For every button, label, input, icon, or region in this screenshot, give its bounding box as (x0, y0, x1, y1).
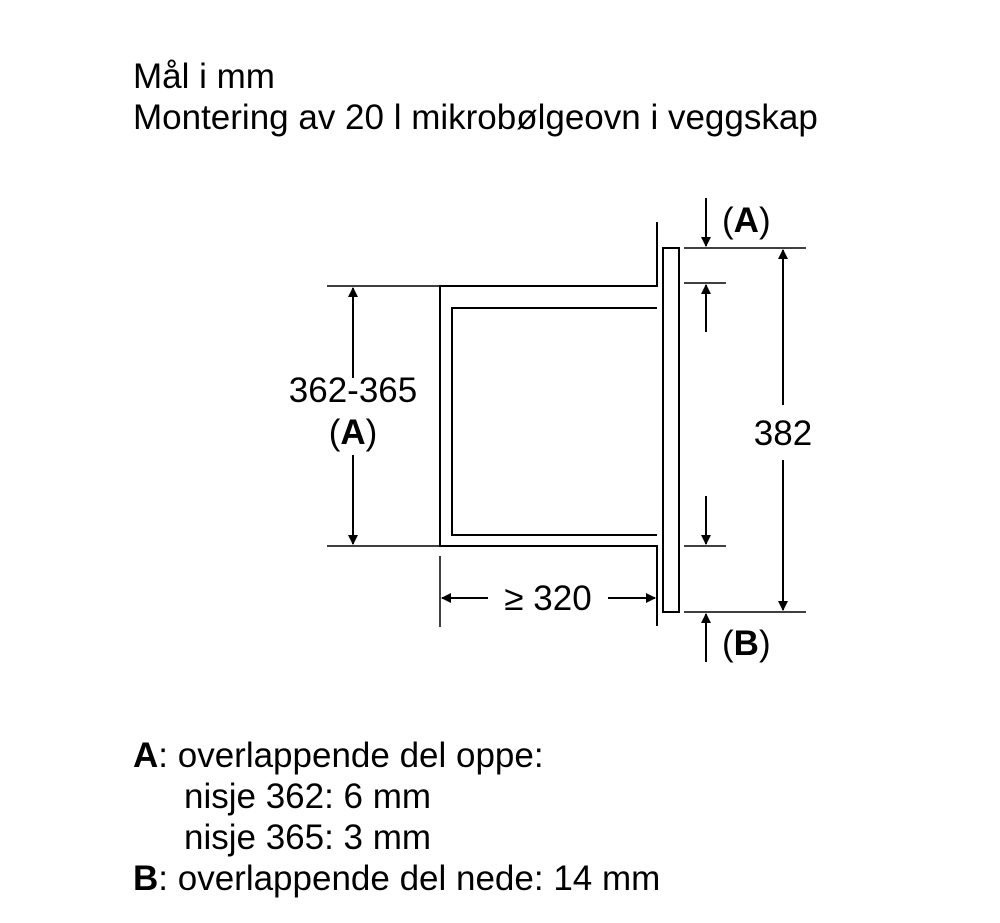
bottom-overlap-ref: (B) (722, 624, 771, 663)
extension-lines (327, 248, 806, 627)
legend (133, 735, 660, 899)
niche-height-label: 362-365 (288, 371, 418, 410)
legend-b-key: B (133, 859, 159, 898)
legend-a (133, 735, 660, 776)
cabinet-outline (440, 222, 657, 626)
top-overlap-ref: (A) (722, 201, 771, 240)
niche-height-ref: (A) (328, 413, 378, 452)
legend-a-niche-365: nisje 365: 3 mm (184, 818, 432, 857)
units-title: Mål i mm (133, 57, 275, 96)
legend-a-text: : overlappende del oppe: (158, 736, 544, 775)
oven-front-panel (663, 248, 679, 612)
legend-b-text: : overlappende del nede: 14 mm (158, 859, 661, 898)
legend-b (133, 858, 660, 899)
diagram-title: Montering av 20 l mikrobølgeovn i veggskap (133, 98, 818, 137)
legend-a-niche-362: nisje 362: 6 mm (184, 777, 432, 816)
legend-a-key: A (133, 736, 159, 775)
depth-label: ≥ 320 (504, 579, 592, 618)
total-height-label: 382 (753, 414, 813, 453)
